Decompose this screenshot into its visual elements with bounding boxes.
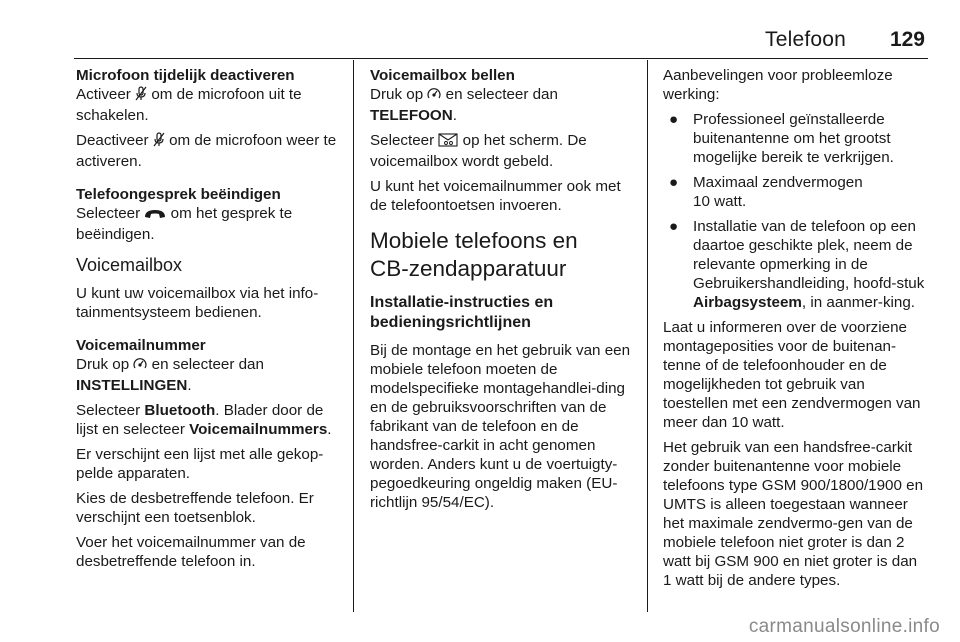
list-item (663, 110, 929, 167)
menu-reference-bluetooth: Bluetooth (144, 402, 216, 419)
column-divider-1 (353, 60, 354, 612)
watermark: carmanualsonline.info (748, 616, 940, 637)
column-1 (76, 66, 342, 577)
text: . (187, 377, 192, 394)
text: om de microfoon uit te schakelen. (76, 86, 302, 124)
voicemail-number-paragraph-5: Voer het voicemailnummer van de desbetreffende telefoon in. (76, 534, 306, 570)
microphone-mute-icon (135, 86, 147, 106)
voicemailbox-heading: Voicemailbox (76, 255, 183, 275)
mobile-phones-heading (370, 227, 636, 283)
home-menu-icon (133, 357, 147, 376)
bullet: ● (669, 174, 679, 191)
column-2 (370, 66, 636, 518)
text: Maximaal zendvermogen (693, 174, 863, 191)
text: 10 watt. (693, 193, 747, 210)
menu-reference-settings: INSTELLINGEN (76, 377, 188, 394)
heading-line-2: CB-zendapparatuur (370, 256, 567, 281)
voicemail-number-paragraph-3: Er verschijnt een lijst met alle gekop-pelde apparaten. (76, 446, 324, 482)
voicemail-number-paragraph-4: Kies de desbetreffende telefoon. Er verschijnt een toetsenblok. (76, 490, 314, 526)
mounting-paragraph: Laat u informeren over de voorziene montageposities voor de buitenan-tenne of de telefoonhouder en de mogelijkheden tot gebruik van toestellen met een zendvermogen van meer dan 10 watt. (663, 319, 921, 431)
heading-line-2: bedieningsrichtlijnen (370, 314, 531, 331)
section-reference-airbag: Airbagsysteem (693, 294, 802, 311)
bullet: ● (669, 218, 679, 235)
text: . (452, 107, 457, 124)
text: om de microfoon weer te activeren. (76, 132, 337, 170)
handsfree-paragraph: Het gebruik van een handsfree-carkit zonder buitenantenne voor mobiele telefoons type GSM 900/1800/1900 en UMTS is alleen toegestaan wanneer het maximale zendvermo-gen van de mobiele telefoon niet groter is dan 2 watt bij GSM 900 en niet groter is dan 1 watt bij de andere types. (663, 439, 924, 589)
mute-paragraph-2 (76, 131, 342, 171)
heading-line-1: Installatie-instructies en (370, 294, 554, 311)
bullet: ● (669, 111, 679, 128)
recommendations-list (663, 110, 929, 312)
voicemail-number-heading: Voicemailnummer (76, 337, 206, 354)
voicemailbox-paragraph: U kunt uw voicemailbox via het info-tainmentsysteem bedienen. (76, 285, 319, 321)
call-voicemail-paragraph-3: U kunt het voicemailnummer ook met de telefoontoetsen invoeren. (370, 178, 621, 214)
text: om het gesprek te beëindigen. (76, 205, 293, 243)
text: Activeer (76, 86, 131, 103)
call-voicemail-paragraph-2 (370, 131, 636, 171)
text: op het scherm. De voicemailbox wordt gebeld. (370, 132, 587, 170)
heading-line-1: Mobiele telefoons en (370, 228, 578, 253)
end-call-paragraph (76, 204, 342, 244)
recommendations-intro: Aanbevelingen voor probleemloze werking: (663, 67, 893, 103)
page-header (0, 28, 960, 58)
menu-reference-phone: TELEFOON (370, 107, 453, 124)
hang-up-phone-icon (144, 206, 166, 225)
call-voicemail-heading: Voicemailbox bellen (370, 67, 515, 84)
voicemail-icon (438, 133, 458, 152)
text: . Blader door de lijst en selecteer (76, 402, 324, 438)
text: en selecteer dan (445, 86, 558, 103)
mute-paragraph-1 (76, 85, 342, 125)
call-voicemail-paragraph-1 (370, 85, 636, 125)
page-title: Telefoon (765, 28, 846, 51)
text: Druk op (76, 356, 130, 373)
list-item (663, 217, 929, 312)
mute-heading: Microfoon tijdelijk deactiveren (76, 67, 295, 84)
installation-paragraph: Bij de montage en het gebruik van een mobiele telefoon moeten de modelspecifieke montagehandlei-ding en de gebruiksvoorschriften van de fabrikant van de telefoon en de handsfree-carkit in acht genomen worden. Anders kunt u de voertuigty-pegoedkeuring ongeldig maken (EU-richtlijn 95/54/EC). (370, 342, 631, 511)
text: Druk op (370, 86, 424, 103)
text: . (327, 421, 332, 438)
menu-reference-voicemailnumbers: Voicemailnummers (189, 421, 328, 438)
column-3 (663, 66, 929, 596)
text: Selecteer (76, 402, 141, 419)
text: , in aanmer-king. (801, 294, 916, 311)
installation-heading (370, 293, 636, 333)
voicemail-number-paragraph-2 (76, 401, 342, 439)
page-number: 129 (889, 28, 925, 51)
list-item (663, 173, 929, 211)
header-rule (74, 58, 928, 59)
home-menu-icon (427, 87, 441, 106)
text: Professioneel geïnstalleerde buitenantenne om het grootst mogelijke bereik te verkrijgen. (693, 111, 894, 166)
microphone-mute-icon (153, 132, 165, 152)
text: Deactiveer (76, 132, 149, 149)
text: Selecteer (370, 132, 435, 149)
text: Installatie van de telefoon op een daartoe geschikte plek, neem de relevante opmerking in de Gebruikershandleiding, hoofd-stuk (693, 218, 925, 292)
text: Selecteer (76, 205, 141, 222)
voicemail-number-paragraph-1 (76, 355, 342, 395)
text: en selecteer dan (151, 356, 264, 373)
column-divider-2 (647, 60, 648, 612)
end-call-heading: Telefoongesprek beëindigen (76, 186, 281, 203)
